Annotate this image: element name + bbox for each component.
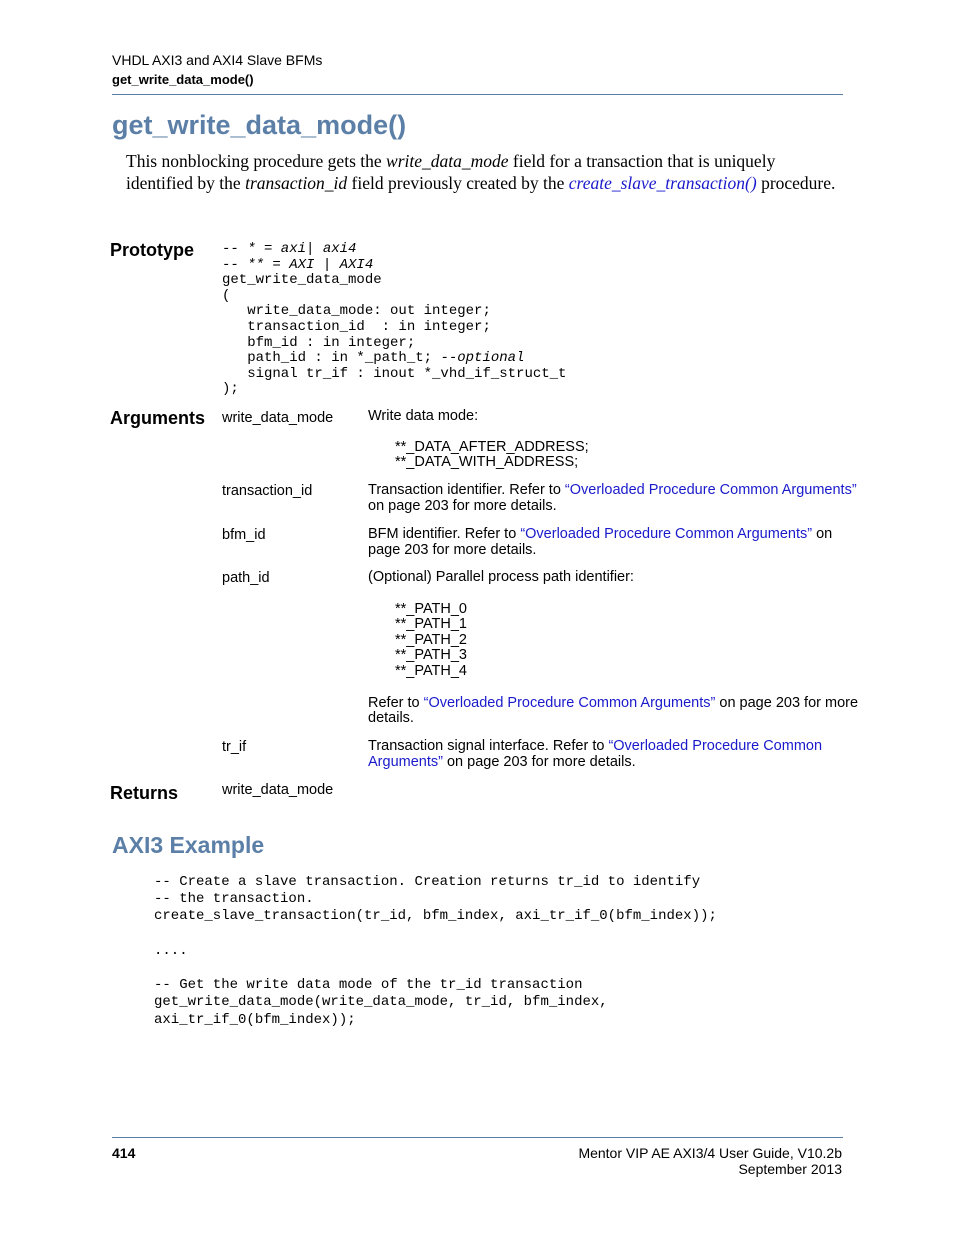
create-slave-transaction-link[interactable]: create_slave_transaction() bbox=[568, 173, 757, 193]
intro-paragraph: This nonblocking procedure gets the write_data_mode field for a transaction that is uniquely identified by the transaction_id field previously created by the create_slave_transaction() procedure. bbox=[126, 151, 836, 193]
value-data-with-address: **_DATA_WITH_ADDRESS; bbox=[395, 454, 579, 471]
example-code: -- Create a slave transaction. Creation returns tr_id to identify -- the transaction. create_slave_transaction(tr_id, bfm_index, axi_tr_if_0(bfm_index)); .... -- Get the write data mode of the tr_id transaction get_write_data_mode(write_data_mode, tr_id, bfm_index, axi_tr_if_0(bfm_index)); bbox=[154, 874, 717, 1028]
arg-name-bfm-id: bfm_id bbox=[222, 527, 266, 543]
prototype-code: -- * = axi| axi4 -- ** = AXI | AXI4 get_write_data_mode ( write_data_mode: out integer; transaction_id : in integer; bfm_id : in integer; path_id : in *_path_t; --optional signal tr_if : inout *_vhd_if_struct_t ); bbox=[222, 241, 567, 398]
overloaded-args-link[interactable]: “Overloaded Procedure Common Arguments” bbox=[368, 738, 823, 770]
arg-name-tr-if: tr_if bbox=[222, 739, 247, 755]
arg-desc-path-id: (Optional) Parallel process path identifier: **_PATH_0 **_PATH_1 **_PATH_2 **_PATH_3 **_PATH_4 Refer to “Overloaded Procedure Common Arguments” on page 203 for more details. bbox=[368, 569, 859, 727]
arg-desc-write-data-mode: Write data mode: **_DATA_AFTER_ADDRESS; **_DATA_WITH_ADDRESS; bbox=[368, 409, 860, 471]
value-path-4: **_PATH_4 bbox=[395, 662, 467, 679]
overloaded-args-link[interactable]: “Overloaded Procedure Common Arguments” bbox=[423, 694, 716, 711]
arg-desc-tr-if: Transaction signal interface. Refer to “Overloaded Procedure Common Arguments” on page 203 for more details. bbox=[368, 738, 823, 770]
arg-name-write-data-mode: write_data_mode bbox=[222, 410, 334, 426]
arguments-label: Arguments bbox=[110, 408, 206, 428]
example-heading: AXI3 Example bbox=[112, 832, 265, 858]
arg-desc-transaction-id: Transaction identifier. Refer to “Overloaded Procedure Common Arguments” on page 203 for more details. bbox=[368, 482, 857, 514]
footer-date: September 2013 bbox=[738, 1161, 842, 1177]
page-title: get_write_data_mode() bbox=[112, 110, 407, 140]
footer-rule bbox=[112, 1137, 843, 1138]
returns-value: write_data_mode bbox=[222, 782, 334, 798]
value-path-2: **_PATH_2 bbox=[395, 631, 467, 648]
page-number: 414 bbox=[112, 1145, 136, 1161]
value-path-1: **_PATH_1 bbox=[395, 616, 467, 633]
overloaded-args-link[interactable]: “Overloaded Procedure Common Arguments” bbox=[564, 482, 857, 498]
value-path-3: **_PATH_3 bbox=[395, 647, 467, 664]
running-header-subsection: get_write_data_mode() bbox=[112, 72, 254, 87]
running-header-section: VHDL AXI3 and AXI4 Slave BFMs bbox=[112, 52, 323, 68]
arg-name-path-id: path_id bbox=[222, 570, 270, 586]
header-rule bbox=[112, 94, 843, 95]
value-data-after-address: **_DATA_AFTER_ADDRESS; bbox=[395, 438, 589, 455]
arg-name-transaction-id: transaction_id bbox=[222, 483, 313, 499]
arg-desc-bfm-id: BFM identifier. Refer to “Overloaded Procedure Common Arguments” on page 203 for more details. bbox=[368, 526, 833, 558]
footer-guide-title: Mentor VIP AE AXI3/4 User Guide, V10.2b bbox=[578, 1145, 842, 1161]
prototype-label: Prototype bbox=[110, 240, 195, 260]
returns-label: Returns bbox=[110, 783, 179, 803]
footer-info bbox=[578, 1145, 842, 1177]
overloaded-args-link[interactable]: “Overloaded Procedure Common Arguments” bbox=[520, 526, 813, 542]
value-path-0: **_PATH_0 bbox=[395, 600, 467, 617]
